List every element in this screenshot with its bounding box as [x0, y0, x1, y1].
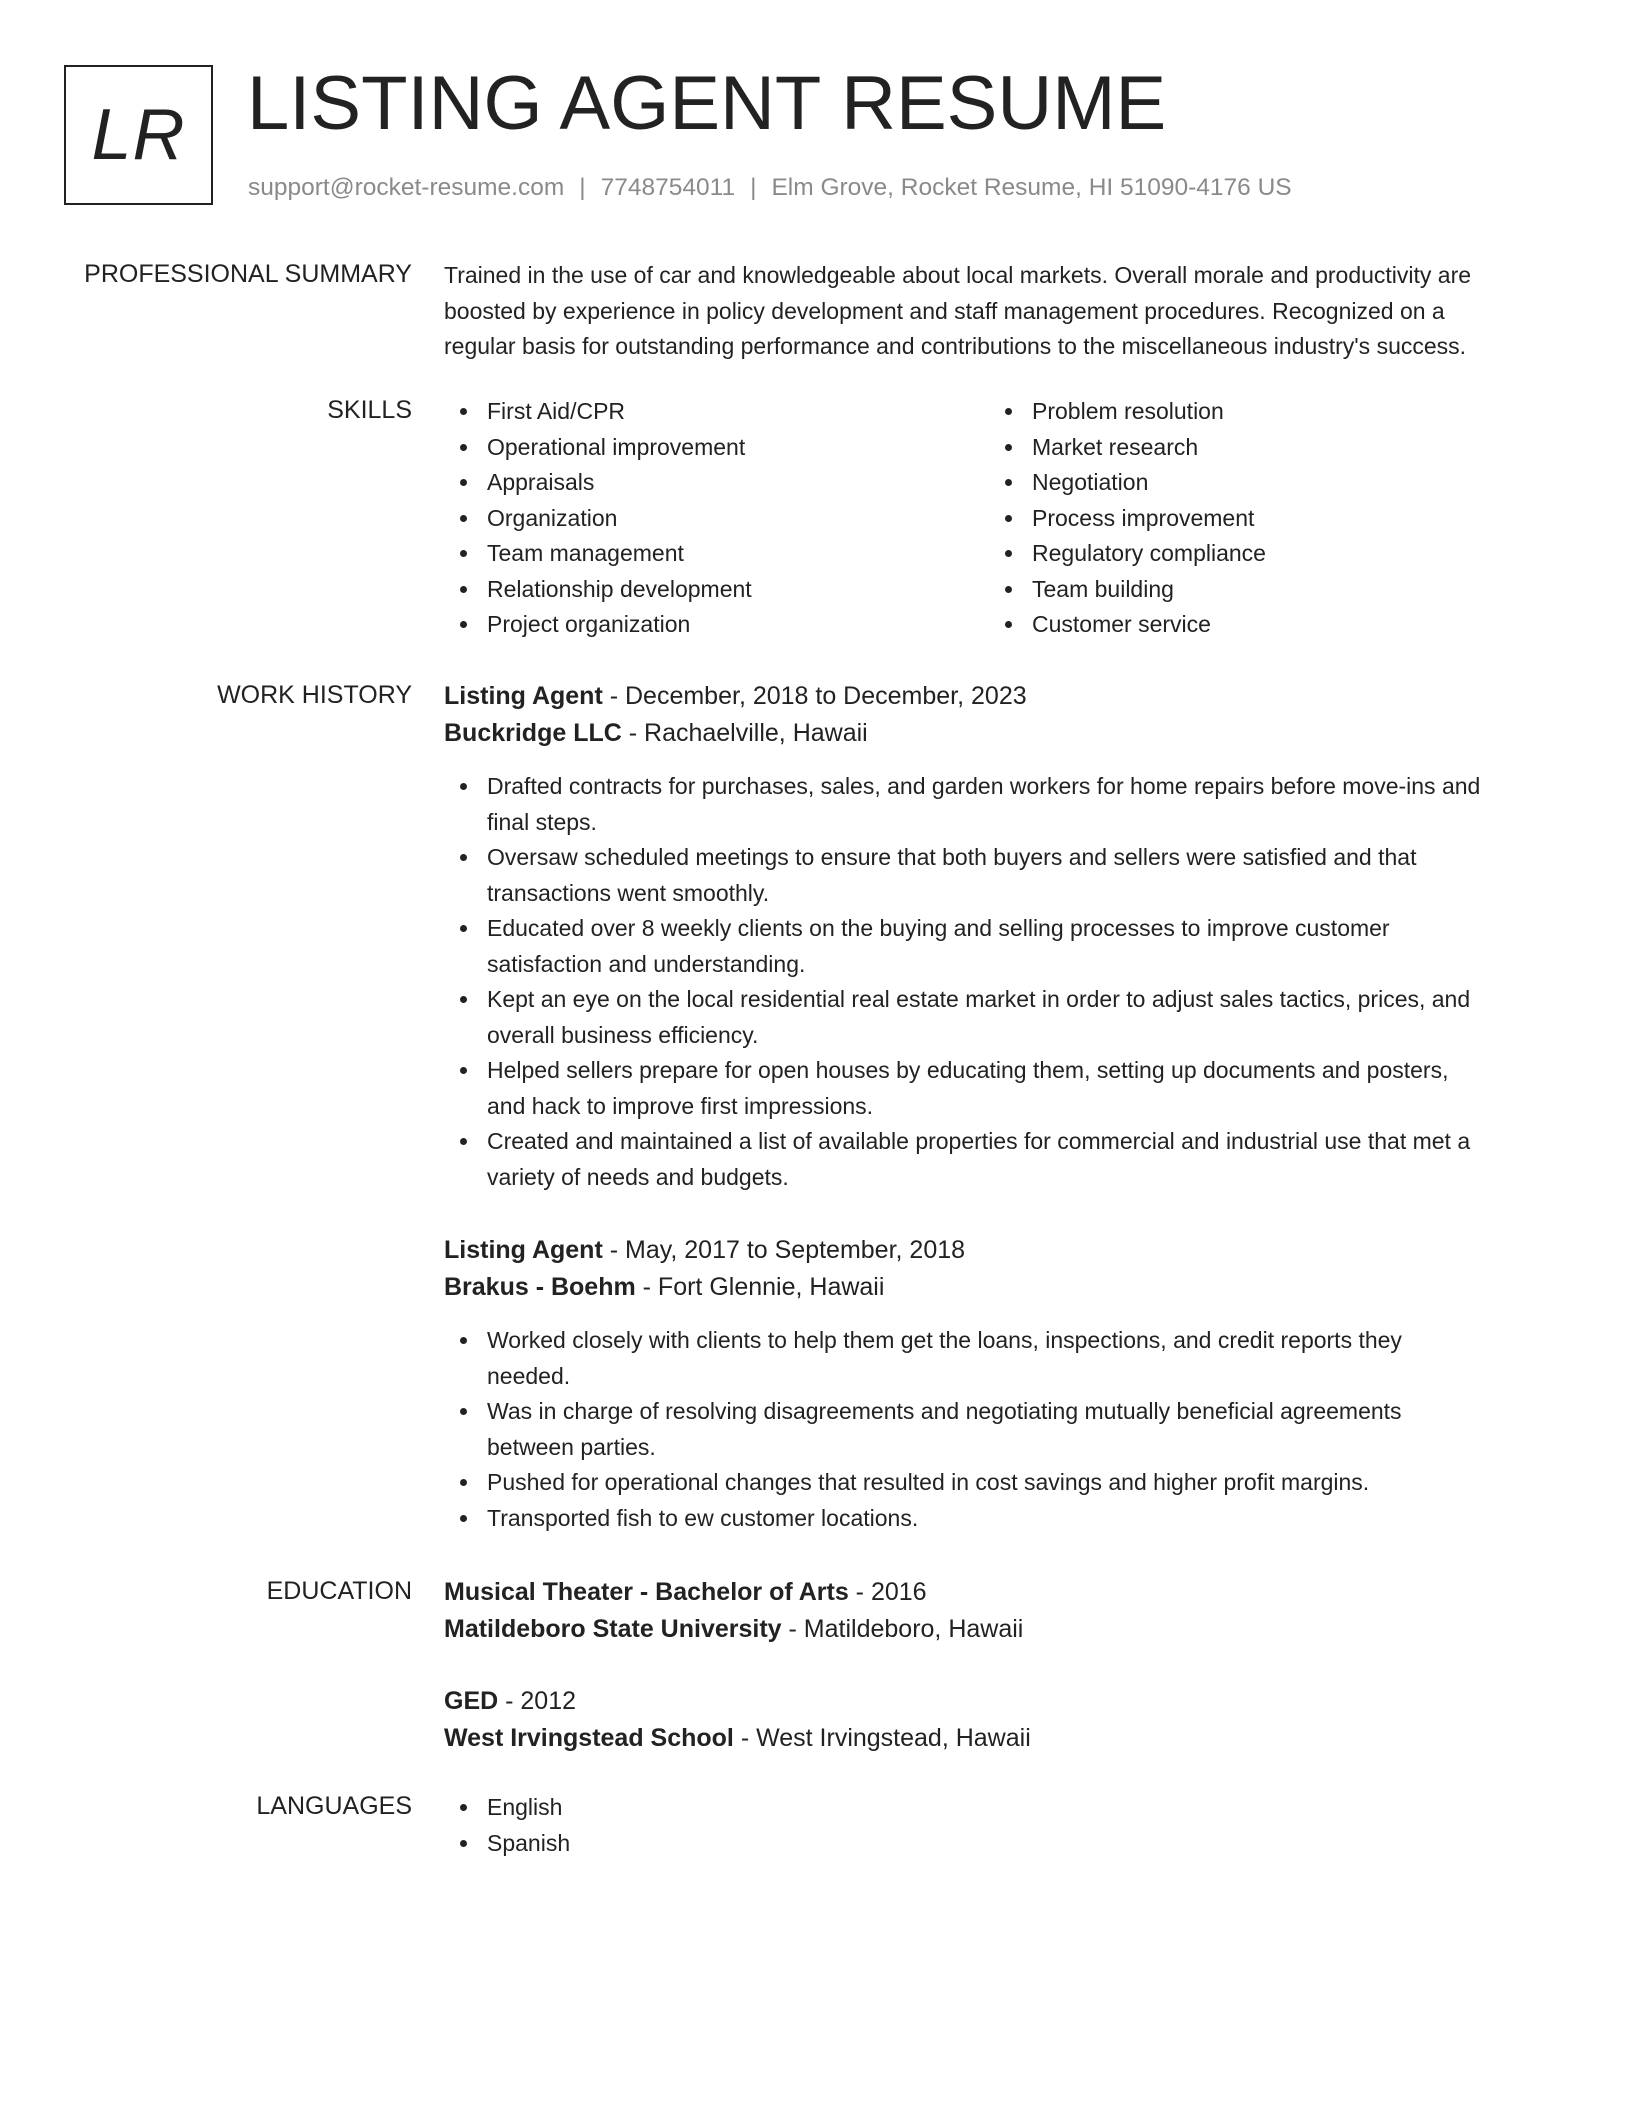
- education-school-line: [444, 1720, 1564, 1757]
- responsibility-line: Educated over 8 weekly clients on the buying and selling processes to improve customer: [487, 915, 1390, 941]
- education-school-line: [444, 1611, 1564, 1648]
- responsibility-item: [444, 840, 1564, 911]
- summary-line: regular basis for outstanding performance and contributions to the miscellaneous industry's success.: [444, 333, 1467, 359]
- education-year: - 2012: [498, 1687, 577, 1715]
- resume-header: [64, 61, 1564, 210]
- contact-email: support@rocket-resume.com: [248, 174, 565, 201]
- education-entry: [444, 1574, 1564, 1648]
- responsibility-line: needed.: [487, 1362, 571, 1389]
- responsibility-item: Transported fish to ew customer locations.: [444, 1501, 1564, 1537]
- responsibility-item: [444, 982, 1564, 1053]
- responsibility-item: [444, 1053, 1564, 1124]
- languages-list: [444, 1790, 1564, 1861]
- job-responsibilities: [444, 1323, 1564, 1536]
- responsibility-line: transactions went smoothly.: [487, 879, 770, 906]
- skill-item: Negotiation: [989, 465, 1534, 501]
- responsibility-item: [444, 1323, 1564, 1394]
- section-label-summary: PROFESSIONAL SUMMARY: [84, 260, 412, 288]
- responsibility-line: Drafted contracts for purchases, sales, and garden workers for home repairs before move-ins and: [487, 773, 1481, 799]
- responsibility-line: Worked closely with clients to help them get the loans, inspections, and credit reports they: [487, 1327, 1402, 1353]
- education-school: West Irvingstead School: [444, 1724, 734, 1752]
- job-title: Listing Agent: [444, 1236, 603, 1264]
- section-label-education: EDUCATION: [266, 1577, 412, 1605]
- job-location: - Fort Glennie, Hawaii: [635, 1273, 885, 1301]
- job-company-line: [444, 1269, 1564, 1306]
- job-company-line: [444, 715, 1564, 752]
- contact-line: [248, 173, 1292, 203]
- responsibility-line: Oversaw scheduled meetings to ensure that both buyers and sellers were satisfied and that: [487, 844, 1417, 870]
- responsibility-item: Pushed for operational changes that resulted in cost savings and higher profit margins.: [444, 1465, 1564, 1501]
- responsibility-line: satisfaction and understanding.: [487, 950, 806, 977]
- summary-text: [444, 258, 1564, 365]
- responsibility-line: overall business efficiency.: [487, 1021, 759, 1048]
- job-responsibilities: [444, 769, 1564, 1195]
- section-label-work-history: WORK HISTORY: [217, 681, 412, 709]
- summary-line: boosted by experience in policy development and staff management procedures. Recognized on a: [444, 297, 1445, 324]
- job-location: - Rachaelville, Hawaii: [621, 719, 868, 747]
- language-item: Spanish: [444, 1826, 1564, 1862]
- responsibility-item: [444, 1394, 1564, 1465]
- education-location: - West Irvingstead, Hawaii: [733, 1724, 1031, 1752]
- contact-separator: |: [750, 174, 757, 201]
- skill-item: Operational improvement: [444, 430, 989, 466]
- education-location: - Matildeboro, Hawaii: [781, 1615, 1024, 1643]
- skill-item: Process improvement: [989, 501, 1534, 537]
- skill-item: Team management: [444, 536, 989, 572]
- summary-line: Trained in the use of car and knowledgeable about local markets. Overall morale and productivity are: [444, 262, 1472, 288]
- skill-item: Organization: [444, 501, 989, 537]
- skill-item: Customer service: [989, 607, 1534, 643]
- contact-separator: |: [579, 174, 586, 201]
- language-items: [444, 1790, 1564, 1861]
- responsibility-line: and hack to improve first impressions.: [487, 1092, 874, 1119]
- skill-item: First Aid/CPR: [444, 394, 989, 430]
- education-degree: GED: [444, 1687, 499, 1715]
- job-dates: - December, 2018 to December, 2023: [602, 682, 1027, 710]
- education-degree-line: [444, 1574, 1564, 1611]
- responsibility-line: Was in charge of resolving disagreements and negotiating mutually beneficial agreements: [487, 1398, 1402, 1424]
- responsibility-line: Helped sellers prepare for open houses by educating them, setting up documents and posters,: [487, 1057, 1449, 1083]
- skill-item: Regulatory compliance: [989, 536, 1534, 572]
- job-title-line: [444, 1232, 1564, 1269]
- job-company: Brakus - Boehm: [444, 1273, 636, 1301]
- responsibility-line: Created and maintained a list of available properties for commercial and industrial use that met a: [487, 1128, 1471, 1154]
- skills-list: [444, 394, 1564, 643]
- job-entry: [444, 678, 1564, 1195]
- responsibility-item: [444, 1124, 1564, 1195]
- responsibility-line: variety of needs and budgets.: [487, 1163, 789, 1190]
- responsibility-line: Kept an eye on the local residential real estate market in order to adjust sales tactics, prices, and: [487, 986, 1471, 1012]
- contact-address: Elm Grove, Rocket Resume, HI 51090-4176 US: [771, 174, 1292, 201]
- responsibility-item: [444, 911, 1564, 982]
- education-year: - 2016: [848, 1578, 927, 1606]
- skill-item: Market research: [989, 430, 1534, 466]
- education-entry: [444, 1683, 1564, 1757]
- resume-title: LISTING AGENT RESUME: [247, 61, 1167, 146]
- skills-column-left: [444, 394, 989, 643]
- responsibility-line: final steps.: [487, 808, 597, 835]
- job-company: Buckridge LLC: [444, 719, 622, 747]
- language-item: English: [444, 1790, 1564, 1826]
- skill-item: Problem resolution: [989, 394, 1534, 430]
- responsibility-line: between parties.: [487, 1433, 656, 1460]
- section-label-skills: SKILLS: [327, 396, 412, 424]
- skill-item: Relationship development: [444, 572, 989, 608]
- education-school: Matildeboro State University: [444, 1615, 782, 1643]
- skills-column-right: [989, 394, 1534, 643]
- skill-item: Team building: [989, 572, 1534, 608]
- job-entry: [444, 1232, 1564, 1536]
- education-degree-line: [444, 1683, 1564, 1720]
- job-title-line: [444, 678, 1564, 715]
- monogram-logo: LR: [64, 65, 213, 205]
- job-title: Listing Agent: [444, 682, 603, 710]
- responsibility-item: [444, 769, 1564, 840]
- education-degree: Musical Theater - Bachelor of Arts: [444, 1578, 849, 1606]
- job-dates: - May, 2017 to September, 2018: [602, 1236, 966, 1264]
- skill-item: Project organization: [444, 607, 989, 643]
- contact-phone: 7748754011: [600, 174, 736, 201]
- section-label-languages: LANGUAGES: [256, 1792, 412, 1820]
- skill-item: Appraisals: [444, 465, 989, 501]
